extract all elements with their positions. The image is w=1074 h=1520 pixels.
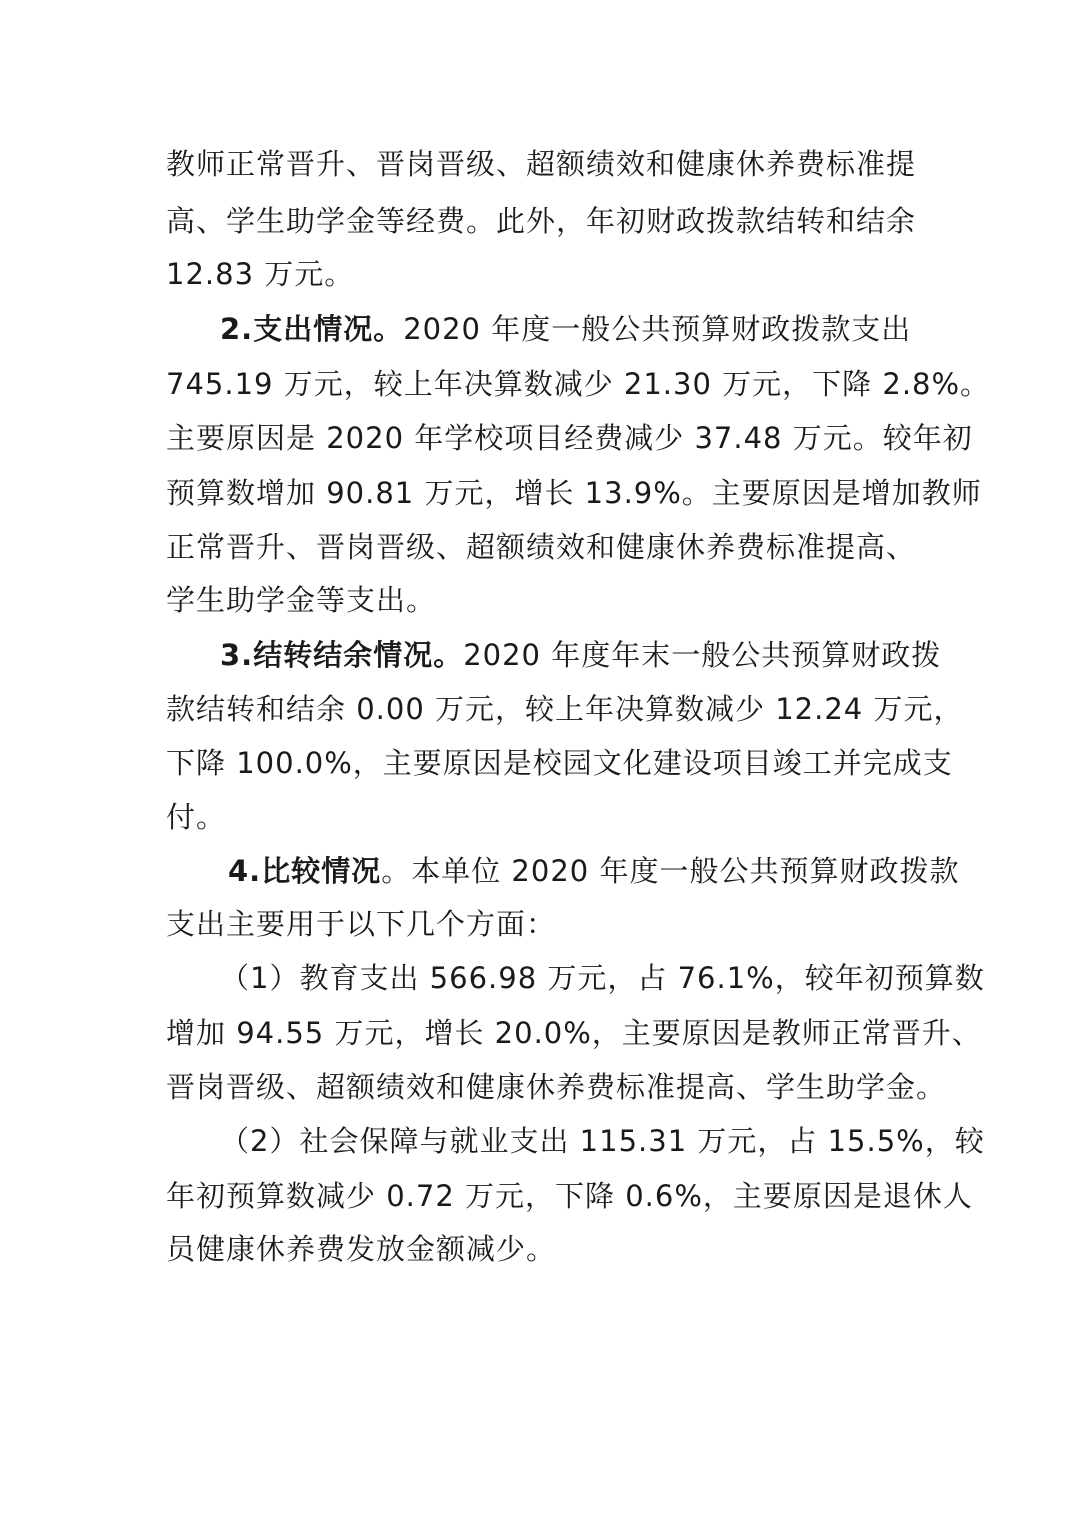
section-2-first-line (220, 309, 911, 349)
paragraph-line: 745.19 万元，较上年决算数减少 21.30 万元，下降 2.8%。 (166, 367, 991, 401)
paragraph-line: 预算数增加 90.81 万元，增长 13.9%。主要原因是增加教师 (166, 476, 982, 510)
list-item-1-line: （1）教育支出 566.98 万元，占 76.1%，较年初预算数 (220, 961, 985, 995)
paragraph-line: 付。 (166, 800, 227, 834)
section-4-heading: 4.比较情况 (228, 854, 382, 888)
section-3-first-line (220, 635, 941, 675)
paragraph-line: 12.83 万元。 (166, 257, 355, 291)
section-2-text: 2020 年度一般公共预算财政拨款支出 (403, 312, 912, 346)
paragraph-line: 员健康休养费发放金额减少。 (166, 1232, 557, 1266)
paragraph-line: 晋岗晋级、超额绩效和健康休养费标准提高、学生助学金。 (166, 1070, 947, 1104)
section-3-heading: 3.结转结余情况。 (220, 638, 464, 672)
paragraph-line: 款结转和结余 0.00 万元，较上年决算数减少 12.24 万元， (166, 692, 964, 726)
paragraph-line: 高、学生助学金等经费。此外，年初财政拨款结转和结余 (166, 204, 917, 238)
paragraph-line: 主要原因是 2020 年学校项目经费减少 37.48 万元。较年初 (166, 421, 973, 455)
paragraph-line: 正常晋升、晋岗晋级、超额绩效和健康休养费标准提高、 (166, 530, 917, 564)
paragraph-line: 教师正常晋升、晋岗晋级、超额绩效和健康休养费标准提 (166, 147, 917, 181)
section-2-heading: 2.支出情况。 (220, 312, 404, 346)
list-item-2-line: （2）社会保障与就业支出 115.31 万元，占 15.5%，较 (220, 1124, 985, 1158)
paragraph-line: 年初预算数减少 0.72 万元，下降 0.6%，主要原因是退休人 (166, 1179, 973, 1213)
section-4-first-line (228, 851, 959, 891)
paragraph-line: 下降 100.0%，主要原因是校园文化建设项目竣工并完成支 (166, 746, 953, 780)
paragraph-line: 支出主要用于以下几个方面： (166, 907, 557, 941)
paragraph-line: 增加 94.55 万元，增长 20.0%，主要原因是教师正常晋升、 (166, 1016, 982, 1050)
section-3-text: 2020 年度年末一般公共预算财政拨 (463, 638, 942, 672)
paragraph-line: 学生助学金等支出。 (166, 583, 437, 617)
section-4-text: 。本单位 2020 年度一般公共预算财政拨款 (381, 854, 960, 888)
